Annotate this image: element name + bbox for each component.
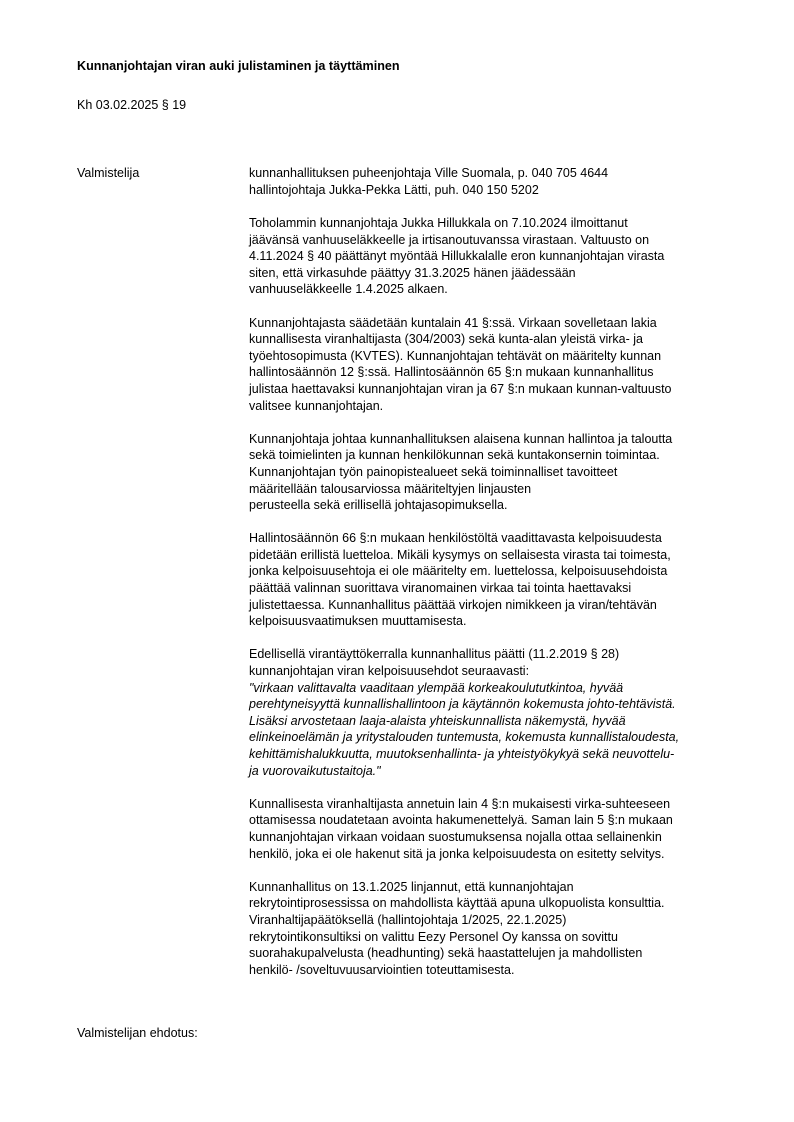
text-line: Kunnanjohtajan työn painopistealueet sekä toiminnalliset tavoitteet [249, 464, 618, 479]
text-line: Kunnanhallitus on 13.1.2025 linjannut, että kunnanjohtajan [249, 879, 574, 894]
text-line: hallintosäännön 12 §:ssä. Hallintosäännön 65 §:n mukaan kunnanhallitus [249, 365, 654, 380]
text-line: jonka kelpoisuusehtoja ei ole määritelty em. luettelossa, kelpoisuusehdoista [249, 564, 668, 579]
text-line: Kunnanjohtajasta säädetään kuntalain 41 §:ssä. Virkaan sovelletaan lakia [249, 315, 657, 330]
text-line: kelpoisuusvaatimuksen muuttamisesta. [249, 614, 467, 629]
paragraph-resignation [249, 215, 769, 298]
text-line: määritellään talousarviossa määriteltyjen linjausten [249, 481, 532, 496]
preparer-line: kunnanhallituksen puheenjohtaja Ville Suomala, p. 040 705 4644 [249, 166, 609, 180]
text-line: rekrytointikonsultiksi on valittu Eezy Personel Oy kanssa on sovittu [249, 929, 618, 944]
paragraph-qualifications [249, 530, 769, 630]
quoted-line: "virkaan valittavalta vaaditaan ylempää korkeakoulututkintoa, hyvää [249, 680, 624, 695]
text-line: henkilö- /soveltuvuusarviointien toteuttamisesta. [249, 962, 515, 977]
text-line: julistaa haettavaksi kunnanjohtajan viran ja 67 §:n mukaan kunnan-valtuusto [249, 381, 672, 396]
text-line: vanhuuseläkkeelle 1.4.2025 alkaen. [249, 282, 448, 297]
text-line: Toholammin kunnanjohtaja Jukka Hillukkala on 7.10.2024 ilmoittanut [249, 216, 628, 230]
text-line: jäävänsä vanhuuseläkkeelle ja irtisanoutuvanssa virastaan. Valtuusto on [249, 232, 650, 247]
paragraph-legislation [249, 315, 769, 415]
document-body [249, 215, 769, 995]
text-line: Viranhaltijapäätöksellä (hallintojohtaja 1/2025, 22.1.2025) [249, 912, 567, 927]
quoted-line: Lisäksi arvostetaan laaja-alaista yhteiskunnallista näkemystä, hyvää [249, 713, 626, 728]
quoted-line: kehittämishalukkuutta, muutoksenhallinta- ja yhteistyökykyä sekä neuvottelu- [249, 747, 675, 761]
paragraph-recruitment-consultant [249, 879, 769, 979]
paragraph-previous-requirements [249, 646, 769, 779]
text-line: Kunnanjohtaja johtaa kunnanhallituksen alaisena kunnan hallintoa ja taloutta [249, 431, 673, 446]
text-line: pidetään erillistä luetteloa. Mikäli kysymys on sellaisesta virasta tai toimesta, [249, 547, 671, 562]
paragraph-duties [249, 431, 769, 514]
text-line: suorahakupalvelusta (headhunting) sekä haastattelujen ja mahdollisten [249, 946, 643, 961]
text-line: valitsee kunnanjohtajan. [249, 398, 384, 413]
text-line: kunnanjohtajan viran kelpoisuusehdot seuraavasti: [249, 664, 530, 679]
proposal-label: Valmistelijan ehdotus: [77, 1026, 198, 1040]
preparer-list [249, 165, 769, 198]
text-line: perusteella sekä erillisellä johtajasopimuksella. [249, 498, 508, 513]
text-line: 4.11.2024 § 40 päättänyt myöntää Hillukkalalle eron kunnanjohtajan virasta [249, 249, 665, 264]
text-line: henkilö, joka ei ole hakenut sitä ja jonka kelpoisuudesta on esitetty selvitys. [249, 846, 665, 861]
text-line: työehtosopimusta (KVTES). Kunnanjohtajan tehtävät on määritelty kunnan [249, 348, 662, 363]
paragraph-application-procedure [249, 796, 769, 862]
preparer-line: hallintojohtaja Jukka-Pekka Lätti, puh. 040 150 5202 [249, 182, 539, 197]
text-line: rekrytointiprosessissa on mahdollista käyttää apuna ulkopuolista konsulttia. [249, 896, 665, 911]
text-line: kunnallisesta viranhaltijasta (304/2003) sekä kunta-alan yleistä virka- ja [249, 332, 643, 347]
quoted-line: perehtyneisyyttä kunnallishallintoon ja käytännön kokemusta johto-tehtävistä. [249, 697, 676, 712]
text-line: kunnanjohtajan virkaan voidaan suostumuksensa nojalla ottaa sellainenkin [249, 829, 662, 844]
text-line: Edellisellä virantäyttökerralla kunnanhallitus päätti (11.2.2019 § 28) [249, 647, 620, 662]
text-line: sekä toimielinten ja kunnan henkilökunnan sekä kuntakonsernin toimintaa. [249, 448, 660, 463]
meeting-reference: Kh 03.02.2025 § 19 [77, 98, 187, 112]
text-line: päättää valinnan suorittava viranomainen virkaa tai tointa haettavaksi [249, 581, 632, 596]
quoted-line: elinkeinoelämän ja yritystalouden tuntemusta, kokemusta kunnallistaloudesta, [249, 730, 680, 745]
text-line: siten, että virkasuhde päättyy 31.3.2025 hänen jäädessään [249, 265, 576, 280]
text-line: Kunnallisesta viranhaltijasta annetuin lain 4 §:n mukaisesti virka-suhteeseen [249, 796, 671, 811]
text-line: ottamisessa noudatetaan avointa hakumenettelyä. Saman lain 5 §:n mukaan [249, 813, 673, 828]
document-title: Kunnanjohtajan viran auki julistaminen ja täyttäminen [77, 59, 400, 73]
text-line: julistettaessa. Kunnanhallitus päättää virkojen nimikkeen ja viran/tehtävän [249, 597, 657, 612]
quoted-line: ja vuorovaikutustaitoja." [249, 763, 381, 778]
text-line: Hallintosäännön 66 §:n mukaan henkilöstöltä vaadittavasta kelpoisuudesta [249, 531, 662, 546]
preparer-label: Valmistelija [77, 166, 140, 180]
